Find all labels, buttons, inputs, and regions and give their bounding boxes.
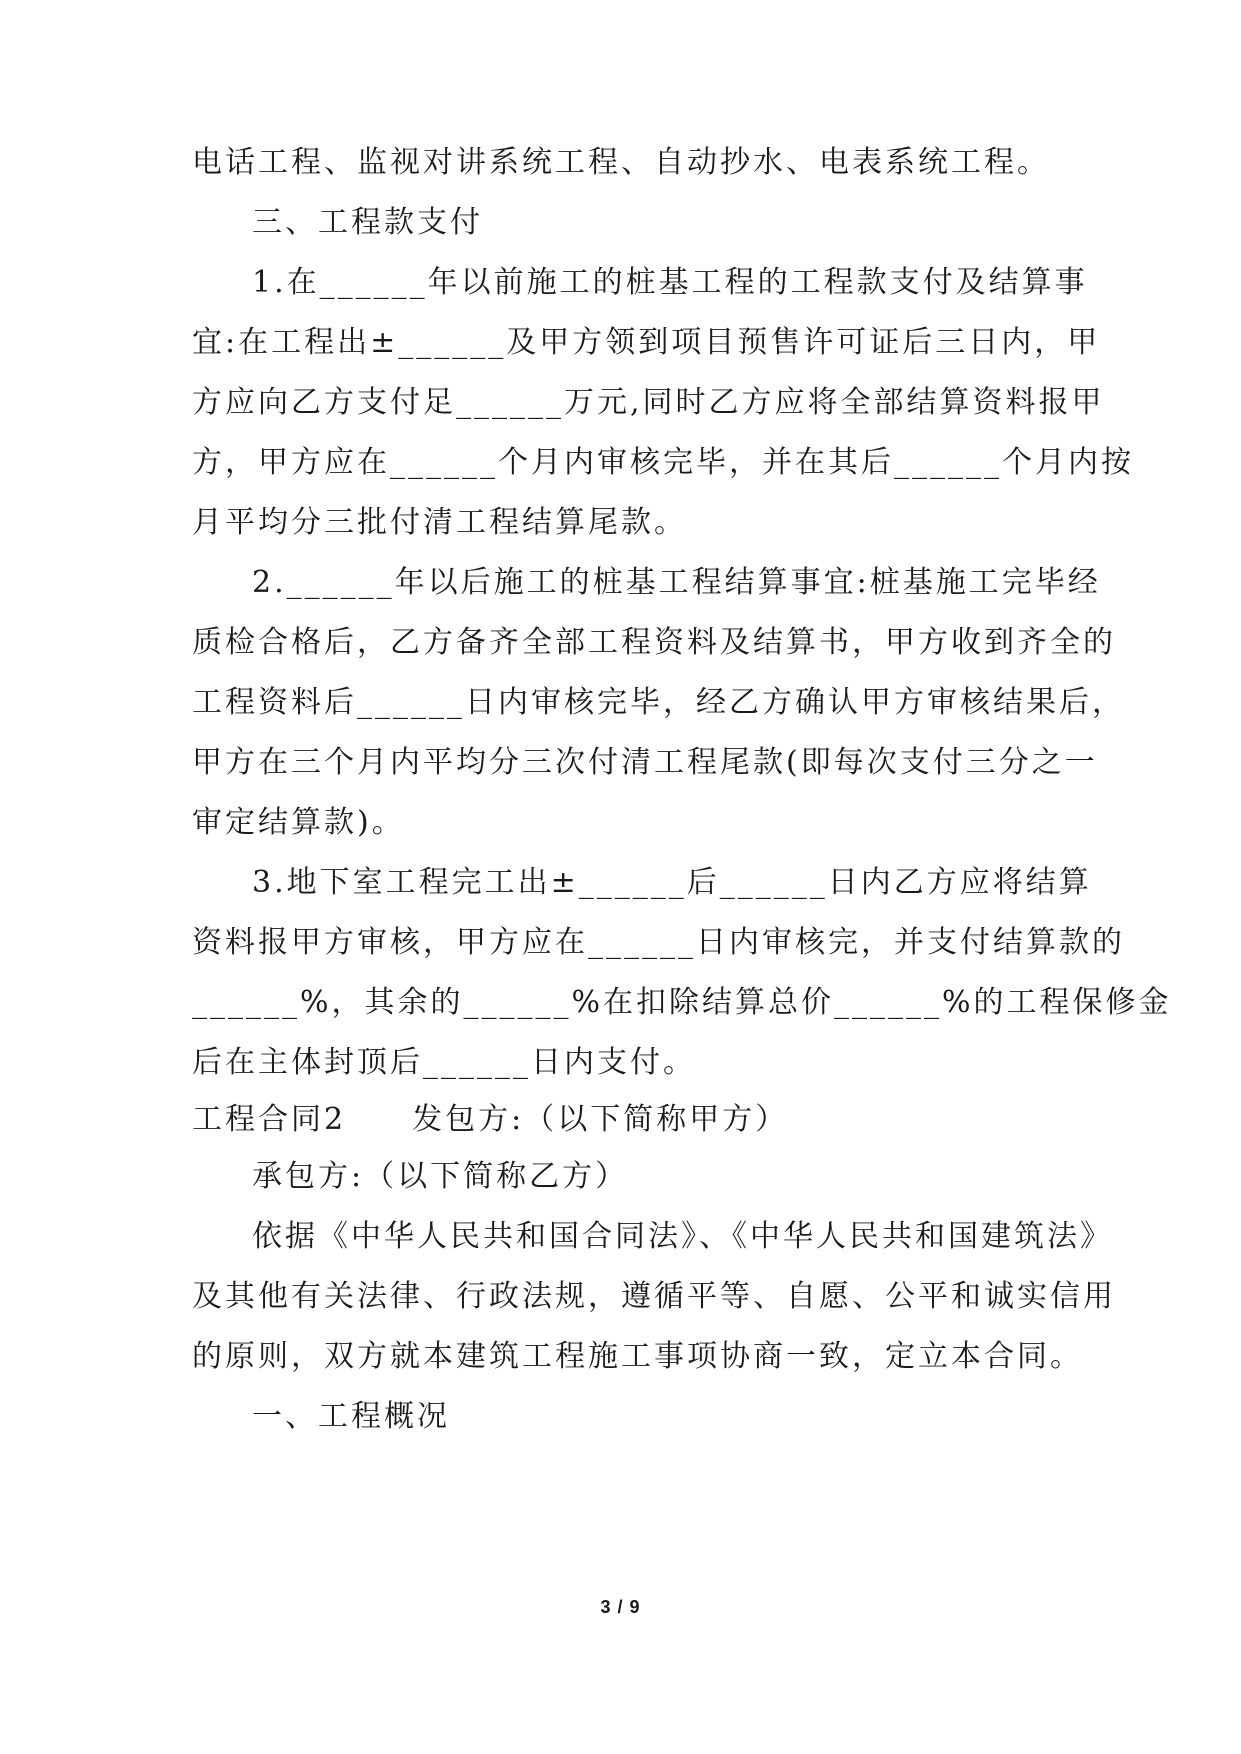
text-line: 宜:在工程出±______及甲方领到项目预售许可证后三日内，甲 (192, 325, 1101, 360)
text-line: 的原则，双方就本建筑工程施工事项协商一致，定立本合同。 (192, 1339, 1083, 1374)
text-line: 2.______年以后施工的桩基工程结算事宜:桩基施工完毕经 (252, 565, 1101, 600)
contract-title-line: 工程合同2 发包方:（以下简称甲方） (192, 1102, 789, 1137)
text-line: 及其他有关法律、行政法规，遵循平等、自愿、公平和诚实信用 (192, 1279, 1116, 1314)
text-line: ______%，其余的______%在扣除结算总价______%的工程保修金 (192, 985, 1172, 1020)
section-heading: 三、工程款支付 (252, 205, 483, 240)
text-line: 1.在______年以前施工的桩基工程的工程款支付及结算事 (252, 265, 1088, 300)
section-heading: 一、工程概况 (252, 1399, 450, 1434)
text-line: 电话工程、监视对讲系统工程、自动抄水、电表系统工程。 (192, 145, 1050, 180)
text-line: 质检合格后，乙方备齐全部工程资料及结算书，甲方收到齐全的 (192, 625, 1116, 660)
text-line: 审定结算款)。 (192, 805, 405, 840)
text-line: 3.地下室工程完工出±______后______日内乙方应将结算 (252, 865, 1092, 900)
page-number: 3 / 9 (600, 1597, 641, 1617)
text-line: 工程资料后______日内审核完毕，经乙方确认甲方审核结果后， (192, 685, 1125, 720)
text-line: 方应向乙方支付足______万元,同时乙方应将全部结算资料报甲 (192, 385, 1105, 420)
text-line: 依据《中华人民共和国合同法》、《中华人民共和国建筑法》 (252, 1219, 1113, 1254)
text-line: 方，甲方应在______个月内审核完毕，并在其后______个月内按 (192, 445, 1134, 480)
text-line: 后在主体封顶后______日内支付。 (192, 1045, 696, 1080)
text-line: 月平均分三批付清工程结算尾款。 (192, 505, 687, 540)
text-line: 承包方:（以下简称乙方） (252, 1159, 629, 1194)
text-line: 甲方在三个月内平均分三次付清工程尾款(即每次支付三分之一 (192, 745, 1098, 780)
text-line: 资料报甲方审核，甲方应在______日内审核完，并支付结算款的 (192, 925, 1125, 960)
